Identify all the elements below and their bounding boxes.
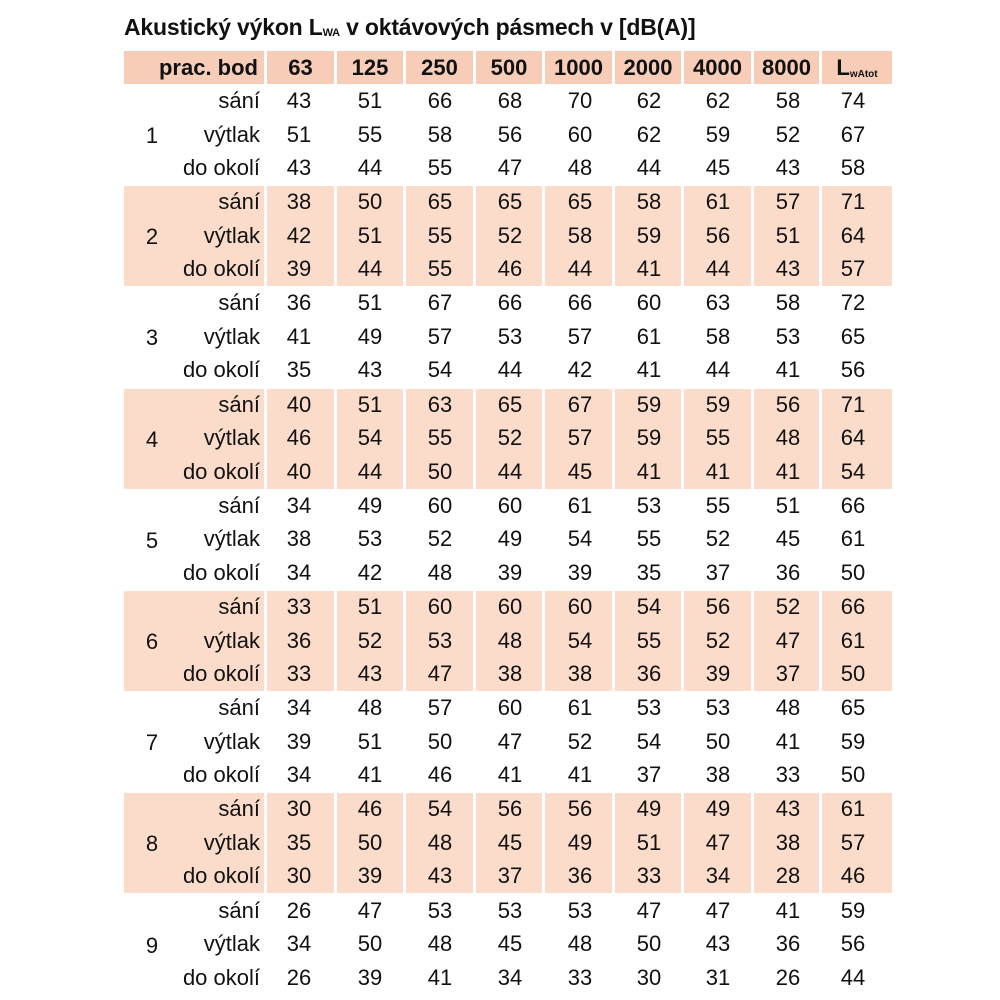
table-cell: 59 [840,897,866,923]
table-cell: 35 [636,559,662,585]
table-cell: 50 [427,728,453,754]
table-cell: 52 [427,526,453,552]
title-subscript: WA [322,27,340,39]
row-label: sání [218,290,260,316]
table-cell: 57 [567,323,593,349]
table-cell: 47 [427,661,453,686]
table-cell: 74 [840,88,866,113]
table-cell: 41 [636,458,662,484]
table-cell: 56 [567,796,593,822]
table-cell: 61 [840,627,866,653]
table-cell: 33 [286,661,312,686]
table-cell: 35 [286,357,312,383]
table-cell: 44 [705,256,731,282]
group-id: 4 [145,426,159,452]
table-cell: 44 [567,256,593,282]
table-cell: 47 [775,627,801,653]
table-cell: 61 [840,796,866,822]
row-label: do okolí [182,863,260,889]
table-cell: 39 [357,964,383,990]
table-cell: 49 [636,796,662,822]
row-label: výtlak [203,728,260,754]
table-cell: 61 [567,492,593,518]
title-rest: v oktávových pásmech v [dB(A)] [339,14,696,40]
table-cell: 52 [357,627,383,653]
header-band-500: 500 [476,51,542,84]
row-label: sání [218,189,260,215]
table-cell: 45 [497,931,523,957]
table-cell: 60 [427,594,453,619]
table-cell: 36 [286,627,312,653]
table-cell: 55 [427,155,453,180]
table-cell: 41 [775,458,801,484]
table-cell: 26 [286,897,312,923]
table-cell: 66 [567,290,593,316]
table-cell: 36 [567,863,593,889]
table-cell: 60 [497,695,523,721]
table-cell: 42 [567,357,593,383]
table-title [124,14,695,41]
table-cell: 34 [286,695,312,721]
table-cell: 44 [357,256,383,282]
table-cell: 57 [427,323,453,349]
table-cell: 41 [775,897,801,923]
table-cell: 48 [357,695,383,721]
table-cell: 47 [705,897,731,923]
row-label: výtlak [203,323,260,349]
table-cell: 46 [357,796,383,822]
row-label: výtlak [203,829,260,855]
table-cell: 38 [705,762,731,788]
table-cell: 48 [427,829,453,855]
table-cell: 33 [286,594,312,619]
group-id: 8 [145,831,159,857]
table-cell: 66 [840,492,866,518]
table-cell: 42 [357,559,383,585]
table-cell: 40 [286,391,312,417]
table-cell: 66 [497,290,523,316]
table-cell: 56 [840,931,866,957]
table-cell: 39 [286,728,312,754]
table-cell: 51 [636,829,662,855]
table-cell: 62 [705,88,731,113]
table-cell: 54 [636,594,662,619]
table-cell: 43 [357,357,383,383]
table-cell: 52 [567,728,593,754]
row-label: do okolí [182,559,260,585]
table-cell: 49 [567,829,593,855]
table-cell: 53 [497,323,523,349]
table-cell: 36 [775,559,801,585]
table-cell: 44 [840,964,866,990]
table-cell: 33 [567,964,593,990]
row-label: sání [218,492,260,518]
table-cell: 42 [286,222,312,248]
table-cell: 43 [286,155,312,180]
table-cell: 43 [286,88,312,113]
table-cell: 51 [775,222,801,248]
table-cell: 47 [636,897,662,923]
table-cell: 51 [357,391,383,417]
header-band-63: 63 [267,51,334,84]
table-cell: 58 [636,189,662,215]
table-cell: 54 [636,728,662,754]
table-cell: 36 [286,290,312,316]
header-band-2000: 2000 [615,51,681,84]
table-cell: 45 [567,458,593,484]
table-cell: 53 [636,492,662,518]
table-cell: 37 [705,559,731,585]
group-id: 3 [145,325,159,351]
table-cell: 26 [775,964,801,990]
table-cell: 41 [567,762,593,788]
table-cell: 41 [775,357,801,383]
table-cell: 63 [427,391,453,417]
row-label: sání [218,796,260,822]
table-cell: 66 [840,594,866,619]
table-cell: 52 [497,425,523,451]
row-label: výtlak [203,931,260,957]
table-cell: 36 [775,931,801,957]
table-cell: 57 [840,256,866,282]
table-cell: 53 [427,627,453,653]
header-total [822,51,892,84]
table-cell: 40 [286,458,312,484]
table-cell: 63 [705,290,731,316]
table-cell: 46 [286,425,312,451]
table-cell: 34 [286,559,312,585]
table-cell: 71 [840,189,866,215]
title-main: Akustický výkon L [124,14,323,40]
table-cell: 60 [567,594,593,619]
table-cell: 58 [840,155,866,180]
group-id: 5 [145,527,159,553]
row-label: výtlak [203,222,260,248]
table-cell: 33 [775,762,801,788]
table-cell: 48 [775,425,801,451]
table-cell: 51 [286,121,312,147]
table-cell: 52 [705,627,731,653]
table-cell: 51 [357,222,383,248]
group-id: 2 [145,224,159,250]
table-cell: 53 [497,897,523,923]
table-cell: 72 [840,290,866,316]
table-cell: 48 [427,931,453,957]
table-cell: 51 [357,88,383,113]
table-cell: 62 [636,121,662,147]
table-cell: 59 [636,222,662,248]
table-cell: 44 [497,357,523,383]
table-cell: 48 [775,695,801,721]
group-id: 9 [145,932,159,958]
table-cell: 34 [286,492,312,518]
header-total-main: L [836,55,850,80]
table-cell: 51 [357,728,383,754]
table-cell: 46 [497,256,523,282]
table-cell: 49 [705,796,731,822]
table-cell: 49 [497,526,523,552]
table-cell: 39 [497,559,523,585]
table-cell: 54 [357,425,383,451]
table-cell: 60 [567,121,593,147]
row-label: sání [218,897,260,923]
table-cell: 50 [636,931,662,957]
table-cell: 71 [840,391,866,417]
table-cell: 57 [567,425,593,451]
table-cell: 61 [636,323,662,349]
table-cell: 50 [357,189,383,215]
table-cell: 51 [357,594,383,619]
group-id: 1 [145,123,159,148]
table-cell: 65 [840,323,866,349]
table-cell: 51 [775,492,801,518]
table-cell: 37 [497,863,523,889]
table-cell: 41 [705,458,731,484]
table-cell: 52 [705,526,731,552]
table-cell: 47 [357,897,383,923]
table-cell: 54 [567,627,593,653]
table-cell: 68 [497,88,523,113]
table-cell: 46 [840,863,866,889]
table-cell: 60 [497,594,523,619]
table-cell: 39 [567,559,593,585]
table-cell: 53 [567,897,593,923]
table-cell: 34 [705,863,731,889]
table-cell: 48 [567,931,593,957]
table-cell: 50 [840,762,866,788]
table-cell: 48 [427,559,453,585]
table-cell: 56 [775,391,801,417]
table-cell: 47 [497,728,523,754]
table-cell: 36 [636,661,662,686]
row-label: sání [218,594,260,619]
table-cell: 61 [840,526,866,552]
row-label: výtlak [203,425,260,451]
table-cell: 47 [497,155,523,180]
table-cell: 41 [775,728,801,754]
table-cell: 41 [427,964,453,990]
table-cell: 50 [357,829,383,855]
table-cell: 53 [636,695,662,721]
table-cell: 64 [840,425,866,451]
row-label: výtlak [203,526,260,552]
table-cell: 65 [567,189,593,215]
table-cell: 52 [775,594,801,619]
table-cell: 56 [840,357,866,383]
table-cell: 49 [357,323,383,349]
table-cell: 50 [840,661,866,686]
table-cell: 38 [497,661,523,686]
table-cell: 60 [636,290,662,316]
header-band-250: 250 [406,51,473,84]
table-cell: 43 [775,796,801,822]
table-cell: 51 [357,290,383,316]
table-cell: 43 [705,931,731,957]
row-label: sání [218,391,260,417]
header-band-4000: 4000 [684,51,751,84]
table-cell: 34 [286,762,312,788]
table-cell: 59 [705,391,731,417]
table-cell: 57 [775,189,801,215]
table-cell: 56 [705,594,731,619]
table-cell: 38 [775,829,801,855]
table-cell: 58 [705,323,731,349]
table-cell: 45 [705,155,731,180]
table-cell: 58 [567,222,593,248]
table-cell: 56 [497,121,523,147]
table-cell: 38 [286,526,312,552]
table-cell: 67 [567,391,593,417]
table-cell: 47 [705,829,731,855]
table-cell: 41 [636,256,662,282]
table-cell: 39 [357,863,383,889]
header-prac-bod: prac. bod [124,51,264,84]
table-cell: 57 [840,829,866,855]
table-cell: 26 [286,964,312,990]
table-cell: 41 [286,323,312,349]
row-label: do okolí [182,458,260,484]
table-cell: 52 [775,121,801,147]
table-cell: 64 [840,222,866,248]
table-cell: 65 [497,189,523,215]
table-cell: 43 [775,256,801,282]
table-cell: 67 [427,290,453,316]
row-label: sání [218,88,260,113]
table-cell: 58 [775,88,801,113]
row-label: výtlak [203,627,260,653]
table-cell: 30 [286,863,312,889]
table-cell: 41 [357,762,383,788]
table-cell: 41 [497,762,523,788]
table-cell: 44 [705,357,731,383]
table-cell: 65 [840,695,866,721]
table-cell: 50 [840,559,866,585]
table-cell: 35 [286,829,312,855]
table-cell: 44 [497,458,523,484]
row-label: do okolí [182,256,260,282]
table-cell: 58 [427,121,453,147]
table-cell: 61 [567,695,593,721]
table-cell: 55 [705,425,731,451]
table-cell: 37 [775,661,801,686]
table-cell: 55 [636,526,662,552]
table-cell: 33 [636,863,662,889]
table-cell: 67 [840,121,866,147]
table-cell: 38 [286,189,312,215]
table-cell: 53 [357,526,383,552]
table-cell: 61 [705,189,731,215]
table-cell: 44 [357,155,383,180]
table-cell: 39 [286,256,312,282]
table-cell: 50 [357,931,383,957]
table-cell: 37 [636,762,662,788]
row-label: sání [218,695,260,721]
table-cell: 65 [497,391,523,417]
table-cell: 57 [427,695,453,721]
row-label: výtlak [203,121,260,147]
table-cell: 59 [705,121,731,147]
table-cell: 56 [497,796,523,822]
row-label: do okolí [182,661,260,686]
table-cell: 30 [636,964,662,990]
table-cell: 55 [427,425,453,451]
table-cell: 28 [775,863,801,889]
table-cell: 45 [775,526,801,552]
table-cell: 43 [775,155,801,180]
table-cell: 43 [427,863,453,889]
table-cell: 44 [636,155,662,180]
header-band-1000: 1000 [545,51,612,84]
row-label: do okolí [182,357,260,383]
table-cell: 52 [497,222,523,248]
table-cell: 50 [427,458,453,484]
table-cell: 58 [775,290,801,316]
table-cell: 50 [705,728,731,754]
table-cell: 49 [357,492,383,518]
table-cell: 48 [567,155,593,180]
table-cell: 45 [497,829,523,855]
table-cell: 53 [427,897,453,923]
table-cell: 55 [427,256,453,282]
table-cell: 53 [705,695,731,721]
table-cell: 60 [497,492,523,518]
table-cell: 59 [636,425,662,451]
table-cell: 54 [427,357,453,383]
table-cell: 56 [705,222,731,248]
table-cell: 39 [705,661,731,686]
table-cell: 41 [636,357,662,383]
table-cell: 31 [705,964,731,990]
table-cell: 38 [567,661,593,686]
table-cell: 30 [286,796,312,822]
table-cell: 34 [497,964,523,990]
table-cell: 55 [427,222,453,248]
table-cell: 54 [427,796,453,822]
header-band-8000: 8000 [754,51,819,84]
table-cell: 48 [497,627,523,653]
header-total-sub: wAtot [849,69,878,80]
row-label: do okolí [182,155,260,180]
table-cell: 60 [427,492,453,518]
row-label: do okolí [182,762,260,788]
table-cell: 55 [357,121,383,147]
table-cell: 59 [636,391,662,417]
header-band-125: 125 [337,51,403,84]
table-cell: 55 [636,627,662,653]
table-cell: 66 [427,88,453,113]
table-cell: 43 [357,661,383,686]
group-id: 6 [145,629,159,654]
table-cell: 70 [567,88,593,113]
row-label: do okolí [182,964,260,990]
group-id: 7 [145,730,159,756]
table-cell: 44 [357,458,383,484]
table-cell: 59 [840,728,866,754]
table-cell: 54 [840,458,866,484]
table-cell: 46 [427,762,453,788]
table-cell: 53 [775,323,801,349]
table-cell: 54 [567,526,593,552]
table-cell: 34 [286,931,312,957]
table-cell: 55 [705,492,731,518]
table-cell: 62 [636,88,662,113]
table-cell: 65 [427,189,453,215]
